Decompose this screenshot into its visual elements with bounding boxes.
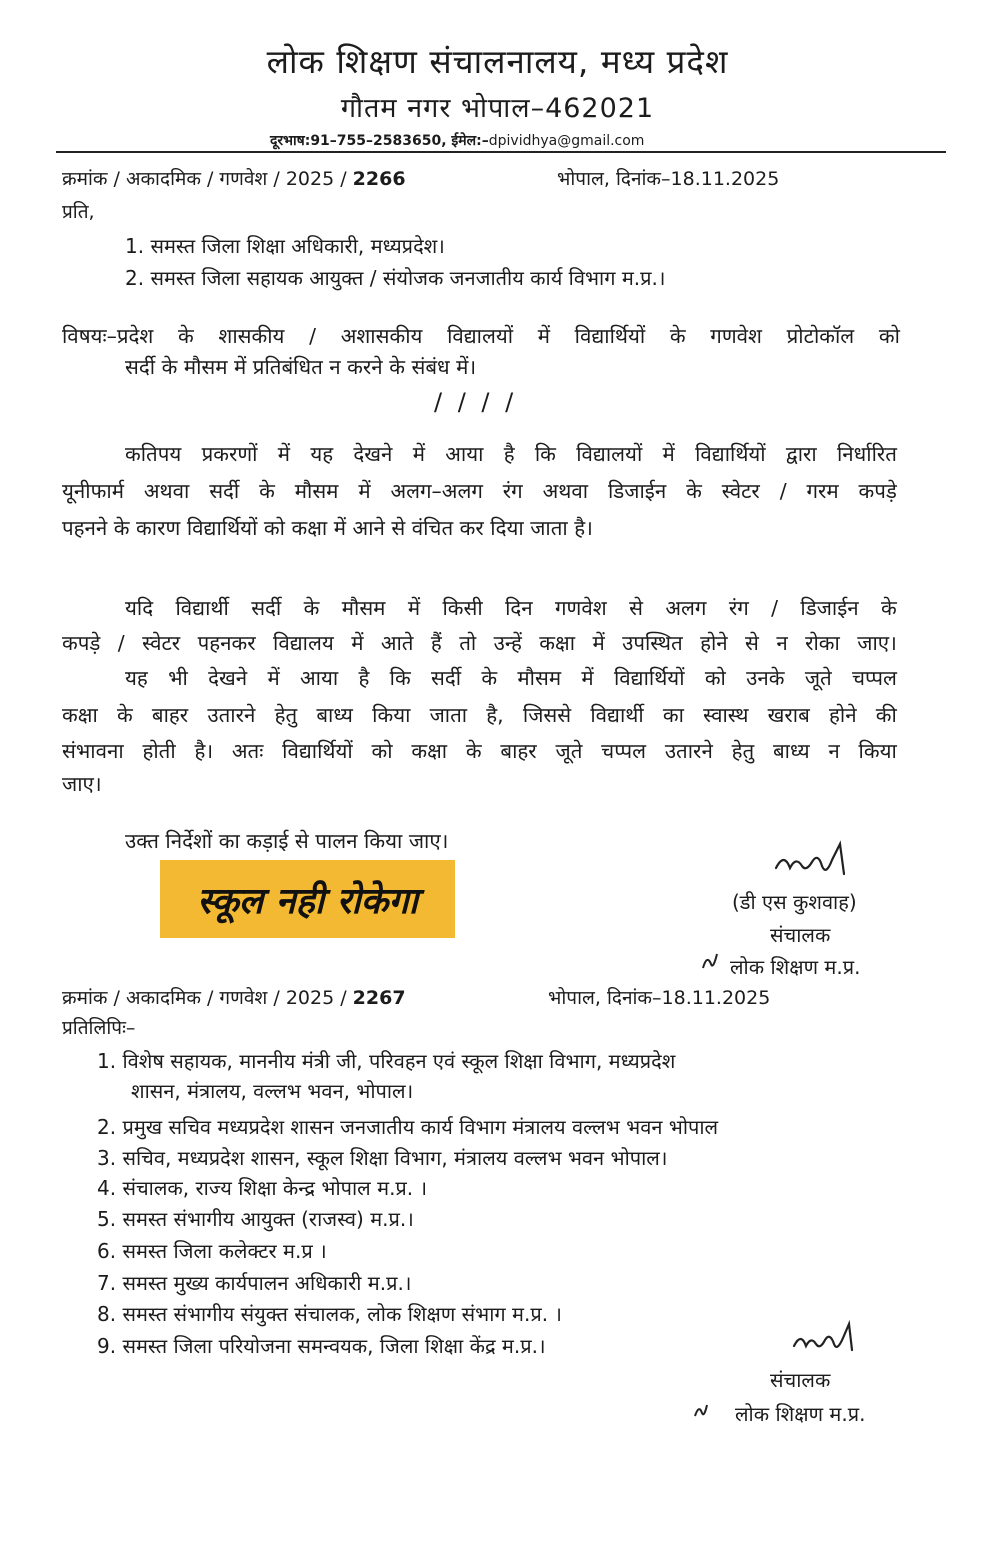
para3-line: संभावना होती है। अतः विद्यार्थियों को कक्षा के बाहर जूते चप्पल उतारने हेतु बाध्य न किया	[62, 739, 897, 763]
para1-line: यूनीफार्म अथवा सर्दी के मौसम में अलग–अलग रंग अथवा डिजाईन के स्वेटर / गरम कपड़े	[62, 479, 897, 503]
para3-line: कक्षा के बाहर उतारने हेतु बाध्य किया जाता है, जिससे विद्यार्थी का स्वास्थ खराब होने की	[62, 703, 897, 727]
para4-line: उक्त निर्देशों का कड़ाई से पालन किया जाए।	[125, 829, 449, 853]
letter1-ref-number: 2266	[352, 168, 406, 190]
signature-2	[790, 1320, 870, 1362]
letter1-reference	[62, 165, 406, 191]
header-divider	[56, 151, 946, 153]
cc-item: 3. सचिव, मध्यप्रदेश शासन, स्कूल शिक्षा विभाग, मंत्रालय वल्लभ भवन भोपाल।	[97, 1146, 668, 1170]
para1-line: पहनने के कारण विद्यार्थियों को कक्षा में आने से वंचित कर दिया जाता है।	[62, 516, 593, 540]
letter1-ref-prefix: क्रमांक / अकादमिक / गणवेश / 2025 /	[62, 168, 353, 190]
letter2-copy-label: प्रतिलिपिः–	[62, 1017, 136, 1039]
overlay-label: स्कूल नही रोकेगा	[160, 860, 455, 938]
letterhead-org: लोक शिक्षण संचालनालय, मध्य प्रदेश	[266, 42, 729, 81]
para1-line: कतिपय प्रकरणों में यह देखने में आया है कि विद्यालयों में विद्यार्थियों द्वारा निर्धारित	[125, 442, 897, 466]
signatory-name: (डी एस कुशवाह)	[732, 890, 857, 914]
cc-item: शासन, मंत्रालय, वल्लभ भवन, भोपाल।	[131, 1079, 414, 1103]
cc-item: 7. समस्त मुख्य कार्यपालन अधिकारी म.प्र.।	[97, 1271, 412, 1295]
contact-email: dpividhya@gmail.com	[488, 133, 645, 149]
recipient-item: 1. समस्त जिला शिक्षा अधिकारी, मध्यप्रदेश।	[125, 234, 445, 258]
letterhead-contact	[270, 131, 644, 150]
initial-mark	[700, 950, 720, 974]
cc-item: 1. विशेष सहायक, माननीय मंत्री जी, परिवहन एवं स्कूल शिक्षा विभाग, मध्यप्रदेश	[97, 1049, 676, 1073]
para2-line: कपड़े / स्वेटर पहनकर विद्यालय में आते हैं तो उन्हें कक्षा में उपस्थित होने से न रोका जाए।	[62, 631, 897, 655]
separator-mark: / / / /	[434, 388, 518, 416]
letterhead-address: गौतम नगर भोपाल–462021	[340, 93, 655, 124]
signature-1	[770, 838, 865, 886]
letter2-place-date: भोपाल, दिनांक–18.11.2025	[548, 987, 771, 1009]
subject-line-2: सर्दी के मौसम में प्रतिबंधित न करने के संबंध में।	[125, 355, 477, 379]
cc-signatory-title: संचालक	[770, 1368, 831, 1392]
cc-item: 8. समस्त संभागीय संयुक्त संचालक, लोक शिक्षण संभाग म.प्र. ।	[97, 1302, 563, 1326]
subject-line-1: विषयः–प्रदेश के शासकीय / अशासकीय विद्यालयों में विद्यार्थियों के गणवेश प्रोटोकॉल को	[62, 324, 900, 348]
signatory-dept: लोक शिक्षण म.प्र.	[730, 955, 861, 979]
cc-item: 2. प्रमुख सचिव मध्यप्रदेश शासन जनजातीय कार्य विभाग मंत्रालय वल्लभ भवन भोपाल	[97, 1115, 719, 1139]
cc-item: 6. समस्त जिला कलेक्टर म.प्र ।	[97, 1239, 327, 1263]
para3-line: जाए।	[62, 772, 102, 796]
para3-line: यह भी देखने में आया है कि सर्दी के मौसम में विद्यार्थियों को उनके जूते चप्पल	[125, 666, 897, 690]
letter2-ref-number: 2267	[352, 987, 406, 1009]
letter2-ref-prefix: क्रमांक / अकादमिक / गणवेश / 2025 /	[62, 987, 353, 1009]
cc-item: 5. समस्त संभागीय आयुक्त (राजस्व) म.प्र.।	[97, 1207, 414, 1231]
recipient-item: 2. समस्त जिला सहायक आयुक्त / संयोजक जनजातीय कार्य विभाग म.प्र.।	[125, 266, 666, 290]
signatory-title: संचालक	[770, 923, 831, 947]
letter1-to-label: प्रति,	[62, 201, 95, 223]
para2-line: यदि विद्यार्थी सर्दी के मौसम में किसी दिन गणवेश से अलग रंग / डिजाईन के	[125, 596, 897, 620]
cc-signatory-dept: लोक शिक्षण म.प्र.	[735, 1402, 866, 1426]
initial-mark	[692, 1400, 710, 1422]
contact-label: दूरभाष:91–755–2583650, ईमेल:–	[270, 133, 489, 149]
cc-item: 4. संचालक, राज्य शिक्षा केन्द्र भोपाल म.प्र. ।	[97, 1176, 428, 1200]
cc-item: 9. समस्त जिला परियोजना समन्वयक, जिला शिक्षा केंद्र म.प्र.।	[97, 1334, 546, 1358]
letter1-place-date: भोपाल, दिनांक–18.11.2025	[557, 168, 780, 190]
letter2-reference	[62, 984, 406, 1010]
